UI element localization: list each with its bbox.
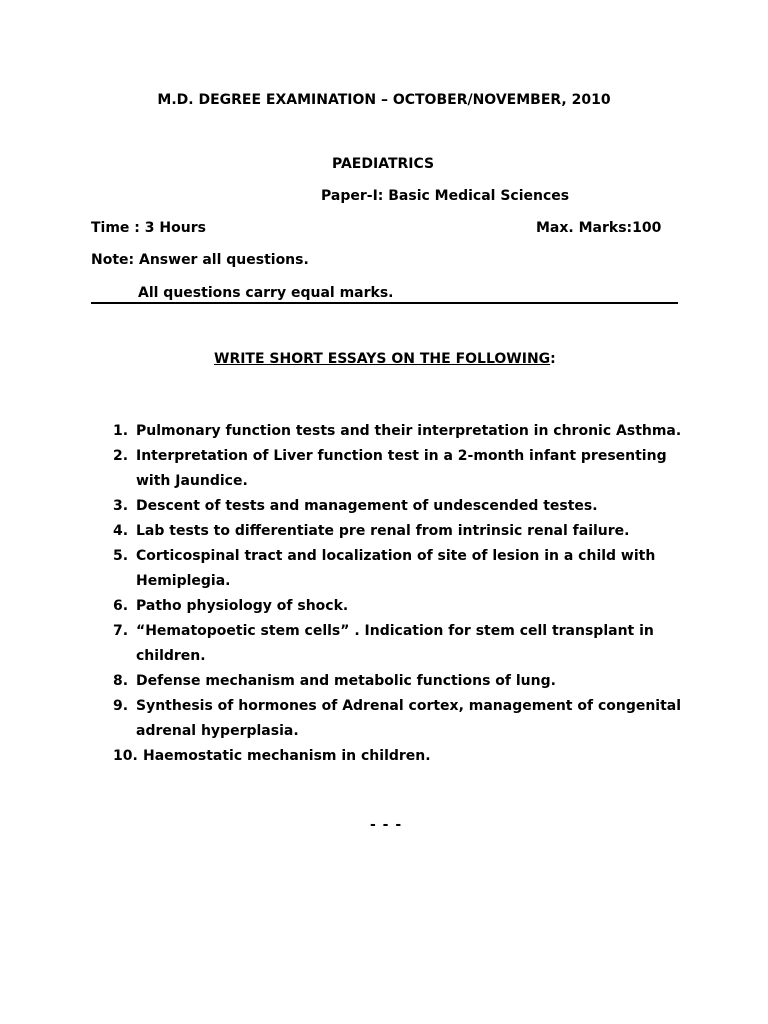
section-heading: [214, 352, 556, 366]
max-marks: Max. Marks:100: [536, 220, 662, 236]
paper-title: Paper-I: Basic Medical Sciences: [321, 188, 570, 204]
section-heading-colon: :: [550, 351, 556, 367]
question-text-continued: adrenal hyperplasia.: [136, 723, 299, 739]
question-text: Lab tests to differentiate pre renal from intrinsic renal failure.: [136, 523, 630, 539]
question-item: [113, 619, 693, 669]
question-text: Descent of tests and management of undescended testes.: [136, 498, 598, 514]
question-text: Defense mechanism and metabolic functions of lung.: [136, 673, 556, 689]
question-item: [113, 594, 693, 619]
end-of-paper-mark: - - -: [370, 817, 403, 833]
question-text: Corticospinal tract and localization of site of lesion in a child with: [136, 548, 656, 564]
note-line-1: Note: Answer all questions.: [91, 252, 309, 268]
question-item: [113, 694, 693, 744]
question-item: [113, 544, 693, 594]
question-list: [113, 419, 693, 769]
note-line-2: All questions carry equal marks.: [138, 285, 394, 301]
question-text: Interpretation of Liver function test in a 2-month infant presenting: [136, 448, 667, 464]
question-number: 4.: [113, 523, 129, 539]
question-text-continued: Hemiplegia.: [136, 573, 231, 589]
subject-title: PAEDIATRICS: [332, 156, 435, 172]
question-number: 1.: [113, 423, 129, 439]
question-text: “Hematopoetic stem cells” . Indication for stem cell transplant in: [136, 623, 654, 639]
question-item: [113, 419, 693, 444]
header-divider: [91, 302, 678, 304]
exam-title: M.D. DEGREE EXAMINATION – OCTOBER/NOVEMBER, 2010: [157, 92, 611, 108]
question-text-continued: with Jaundice.: [136, 473, 248, 489]
question-item: [113, 519, 693, 544]
question-item: [113, 669, 693, 694]
time-allowed: Time : 3 Hours: [91, 220, 206, 236]
question-text-continued: children.: [136, 648, 206, 664]
section-heading-text: WRITE SHORT ESSAYS ON THE FOLLOWING: [214, 351, 551, 367]
question-number: 5.: [113, 548, 129, 564]
question-item: [113, 444, 693, 494]
question-item: [113, 494, 693, 519]
question-number: 8.: [113, 673, 129, 689]
question-text: Synthesis of hormones of Adrenal cortex, management of congenital: [136, 698, 682, 714]
question-text: Haemostatic mechanism in children.: [143, 748, 431, 764]
question-item: [113, 744, 693, 769]
question-number: 3.: [113, 498, 129, 514]
question-number: 2.: [113, 448, 129, 464]
question-text: Patho physiology of shock.: [136, 598, 349, 614]
question-number: 9.: [113, 698, 129, 714]
question-number: 6.: [113, 598, 129, 614]
question-text: Pulmonary function tests and their interpretation in chronic Asthma.: [136, 423, 682, 439]
question-number: 10.: [113, 748, 138, 764]
question-number: 7.: [113, 623, 129, 639]
